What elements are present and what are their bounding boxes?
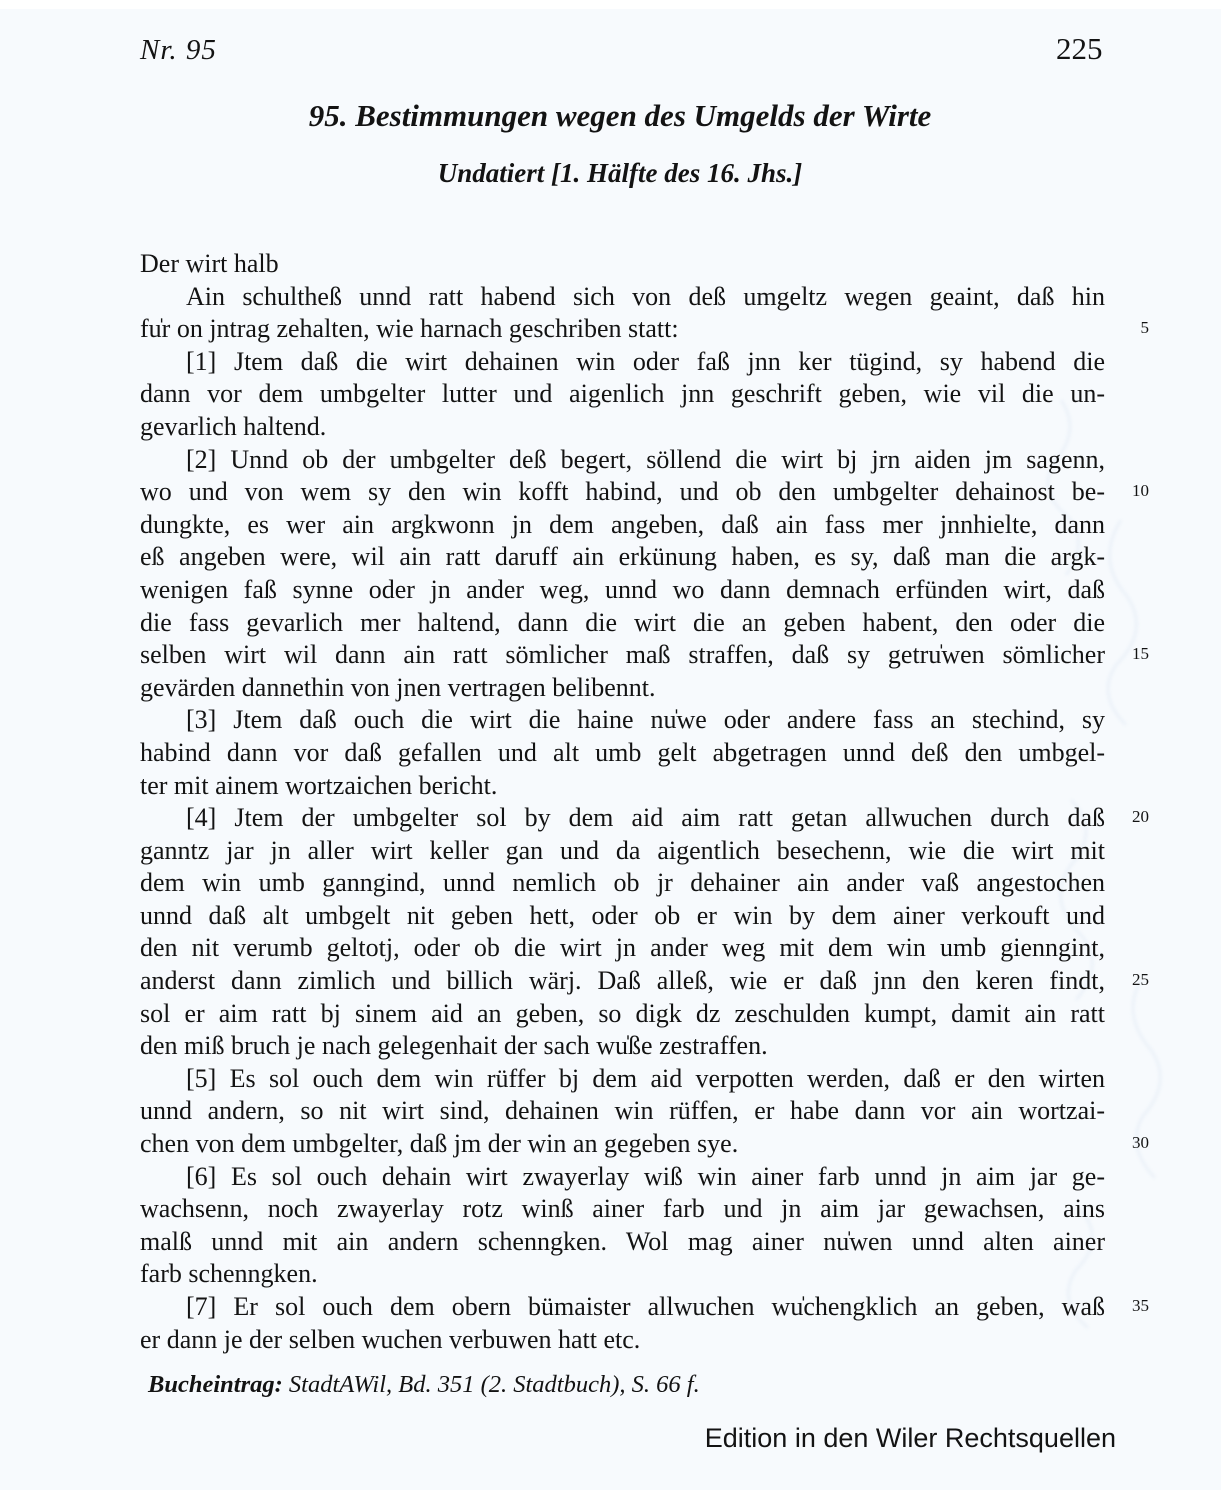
text-line: wo und von wem sy den win kofft habind, und ob den umbgelter dehainost be- 10 (140, 477, 1149, 507)
line-number: 10 (1132, 481, 1149, 501)
source-label: Bucheintrag: (148, 1371, 283, 1398)
text-line: er dann je der selben wuchen verbuwen hatt etc. (140, 1324, 641, 1354)
text-line: fu̍r on jntrag zehalten, wie harnach geschriben statt: 5 (140, 314, 1149, 344)
text-line: sol er aim ratt bj sinem aid an geben, so digk dz zeschulden kumpt, damit ain ratt (140, 998, 1105, 1028)
text-line: malß unnd mit ain andern schenngken. Wol mag ainer nu̍wen unnd alten ainer (140, 1226, 1105, 1256)
text-line: ganntz jar jn aller wirt keller gan und da aigentlich besechenn, wie die wirt mit (140, 835, 1105, 865)
text-line: eß angeben were, wil ain ratt daruff ain erkünung haben, es sy, daß man die argk- (140, 542, 1105, 572)
edition-note: Edition in den Wiler Rechtsquellen (704, 1423, 1116, 1453)
line-number: 25 (1132, 970, 1149, 990)
line-number: 35 (1132, 1296, 1149, 1315)
text-line: [2] Unnd ob der umbgelter deß begert, söllend die wirt bj jrn aiden jm sagenn, (186, 444, 1105, 474)
text-line: den miß bruch je nach gelegenhait der sach wu̍ße zestraffen. (140, 1031, 768, 1061)
text-line: gevarlich haltend. (140, 411, 327, 441)
text-line: unnd andern, so nit wirt sind, dehainen win rüffen, er habe dann vor ain wortzai- (140, 1096, 1105, 1126)
text-line: selben wirt wil dann ain ratt sömlicher maß straffen, daß sy getru̍wen sömlicher 15 (140, 640, 1149, 670)
text-line: [1] Jtem daß die wirt dehainen win oder faß jnn ker tügind, sy habend die (186, 346, 1105, 376)
line-number: 30 (1132, 1133, 1149, 1153)
text-line: [4] Jtem der umbgelter sol by dem aid aim ratt getan allwuchen durch daß 20 (186, 803, 1149, 833)
line-number: 20 (1132, 807, 1149, 827)
text-line: wachsenn, noch zwayerlay rotz winß ainer farb und jn aim jar gewachsen, ains (140, 1194, 1105, 1224)
line-number: 15 (1132, 644, 1149, 664)
text-line: ter mit ainem wortzaichen bericht. (140, 770, 498, 800)
text-line: habind dann vor daß gefallen und alt umb gelt abgetragen unnd deß den umbgel- (140, 737, 1105, 767)
text-line: [3] Jtem daß ouch die wirt die haine nu̍we oder andere fass an stechind, sy (186, 705, 1105, 735)
text-line: [7] Er sol ouch dem obern bümaister allwuchen wu̍chengklich an geben, waß 35 (186, 1292, 1149, 1321)
page-number: 225 (1056, 31, 1103, 66)
text-line: gevärden dannethin von jnen vertragen belibennt. (140, 672, 656, 702)
text-line: Ain schultheß unnd ratt habend sich von deß umgeltz wegen geaint, daß hin (186, 281, 1105, 311)
text-line: unnd daß alt umbgelt nit geben hett, oder ob er win by dem ainer verkouft und (140, 900, 1105, 930)
scan-edge (0, 0, 1221, 9)
text-line: chen von dem umbgelter, daß jm der win an gegeben sye. 30 (140, 1129, 1149, 1159)
text-line: dungkte, es wer ain argkwonn jn dem angeben, daß ain fass mer jnnhielte, dann (140, 509, 1105, 539)
text-line: die fass gevarlich mer haltend, dann die wirt die an geben habent, den oder die (140, 607, 1105, 637)
source-line (148, 1371, 700, 1399)
text-line: farb schenngken. (140, 1259, 318, 1289)
text-line: dem win umb ganngind, unnd nemlich ob jr dehainer ain ander vaß angestochen (140, 868, 1105, 898)
text-line: wenigen faß synne oder jn ander weg, unnd wo dann demnach erfünden wirt, daß (140, 574, 1105, 604)
text-line: anderst dann zimlich und billich wärj. Daß alleß, wie er daß jnn den keren findt, 25 (140, 966, 1149, 996)
line-number: 5 (1140, 318, 1149, 338)
text-line: dann vor dem umbgelter lutter und aigenlich jnn geschrift geben, wie vil die un- (140, 379, 1105, 409)
document-date: Undatiert [1. Hälfte des 16. Jhs.] (437, 158, 803, 188)
body-text (140, 248, 1149, 1356)
document-number: Nr. 95 (140, 34, 217, 66)
source-reference: StadtAWil, Bd. 351 (2. Stadtbuch), S. 66 f. (288, 1371, 700, 1398)
text-line: Der wirt halb (140, 249, 279, 278)
text-line: [6] Es sol ouch dehain wirt zwayerlay wiß win ainer farb unnd jn aim jar ge- (186, 1161, 1105, 1191)
document-title: 95. Bestimmungen wegen des Umgelds der Wirte (308, 98, 932, 133)
text-line: [5] Es sol ouch dem win rüffer bj dem aid verpotten werden, daß er den wirten (186, 1063, 1105, 1093)
text-line: den nit verumb geltotj, oder ob die wirt jn ander weg mit dem win umb gienngint, (140, 933, 1105, 963)
